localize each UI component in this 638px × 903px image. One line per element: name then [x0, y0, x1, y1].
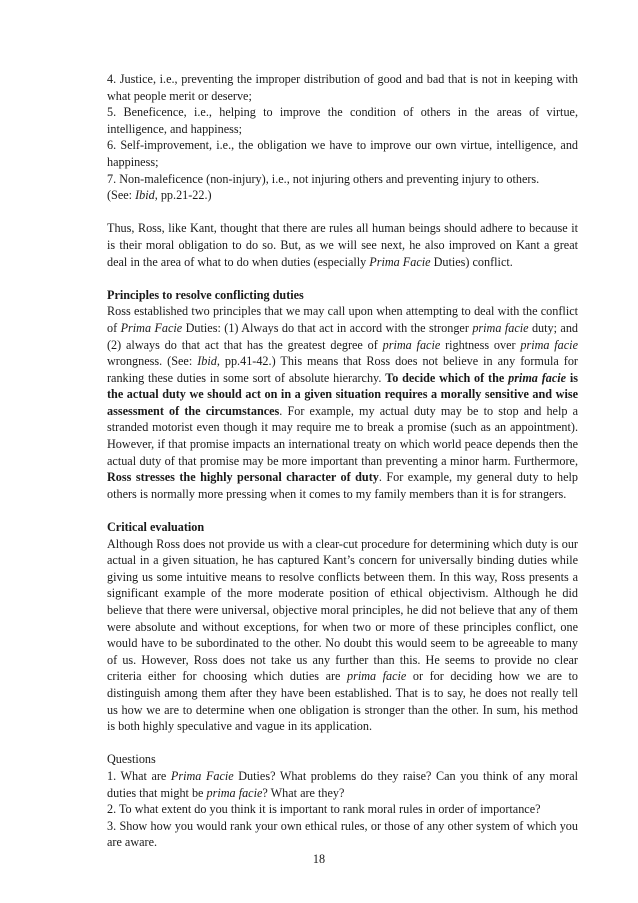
list-item-self-improvement: 6. Self-improvement, i.e., the obligation we have to improve our own virtue, intelligence, and happiness; [107, 138, 579, 169]
questions-heading: Questions [107, 752, 156, 767]
citation: (See: Ibid, pp.21-22.) [107, 188, 212, 203]
question-2: 2. To what extent do you think it is important to rank moral rules in order of importance? [107, 802, 541, 817]
list-item-non-maleficence: 7. Non-maleficence (non-injury), i.e., not injuring others and preventing injury to others. [107, 171, 540, 186]
question-1: 1. What are Prima Facie Duties? What problems do they raise? Can you think of any moral duties that might be prima facie? What are they? [107, 768, 578, 800]
paragraph-critical-evaluation: Although Ross does not provide us with a clear-cut procedure for determining which duty is our actual in a given situation, he has captured Kant’s concern for universally binding duties while giving us some intuitive means to resolve conflicts between them. In this way, Ross presents a significant example of the more moderate position of ethical objectivism. Although he did believe that there were universal, objective moral principles, he did not believe that any of them were absolute and without exceptions, for when two or more of these principles conflict, one would have to be subordinated to the other. No doubt this would seem to be agreeable to many of us. However, Ross does not take us any further than this. He seems to provide no clear criteria either for choosing which duties are prima facie or for deciding how we are to distinguish among them after they have been established. That is to say, he does not really tell us how we are to determine when one obligation is stronger than the other. In sum, his method is both highly speculative and vague in its application. [107, 536, 578, 734]
section-heading-principles: Principles to resolve conflicting duties [107, 287, 304, 302]
paragraph-principles: Ross established two principles that we may call upon when attempting to deal with the conflict of Prima Facie Duties: (1) Always do that act in accord with the stronger prima facie duty; and (2) always do that act that has the greatest degree of prima facie rightness over prima facie wrongness. (See: Ibid, pp.41-42.) This means that Ross does not believe in any formula for ranking these duties in some sort of absolute hierarchy. To decide which of the prima facie is the actual duty we should act on in a given situation requires a morally sensitive and wise assessment of the circumstances. For example, my actual duty may be to stop and help a stranded motorist even though it may require me to break a promise (such as an appointment). However, if that promise impacts an international treaty on which world peace depends then the actual duty of that promise may be more important than preventing a minor harm. Furthermore, Ross stresses the highly personal character of duty. For example, my general duty to help others is normally more pressing when it comes to my family members than it is for strangers. [107, 304, 579, 501]
question-3: 3. Show how you would rank your own ethical rules, or those of any other system of which you are aware. [107, 818, 578, 850]
section-heading-critical-evaluation: Critical evaluation [107, 520, 205, 535]
list-item-beneficence: 5. Beneficence, i.e., helping to improve the condition of others in the areas of virtue, intelligence, and happiness; [107, 105, 578, 136]
paragraph-kant-comparison: Thus, Ross, like Kant, thought that there are rules all human beings should adhere to because it is their moral obligation to do so. But, as we will see next, he also improved on Kant a great deal in the area of what to do when duties (especially Prima Facie Duties) conflict. [107, 221, 578, 269]
page-number: 18 [312, 852, 326, 866]
list-item-justice: 4. Justice, i.e., preventing the improper distribution of good and bad that is not in keeping with what people merit or deserve; [107, 72, 578, 103]
document-page [107, 71, 578, 851]
